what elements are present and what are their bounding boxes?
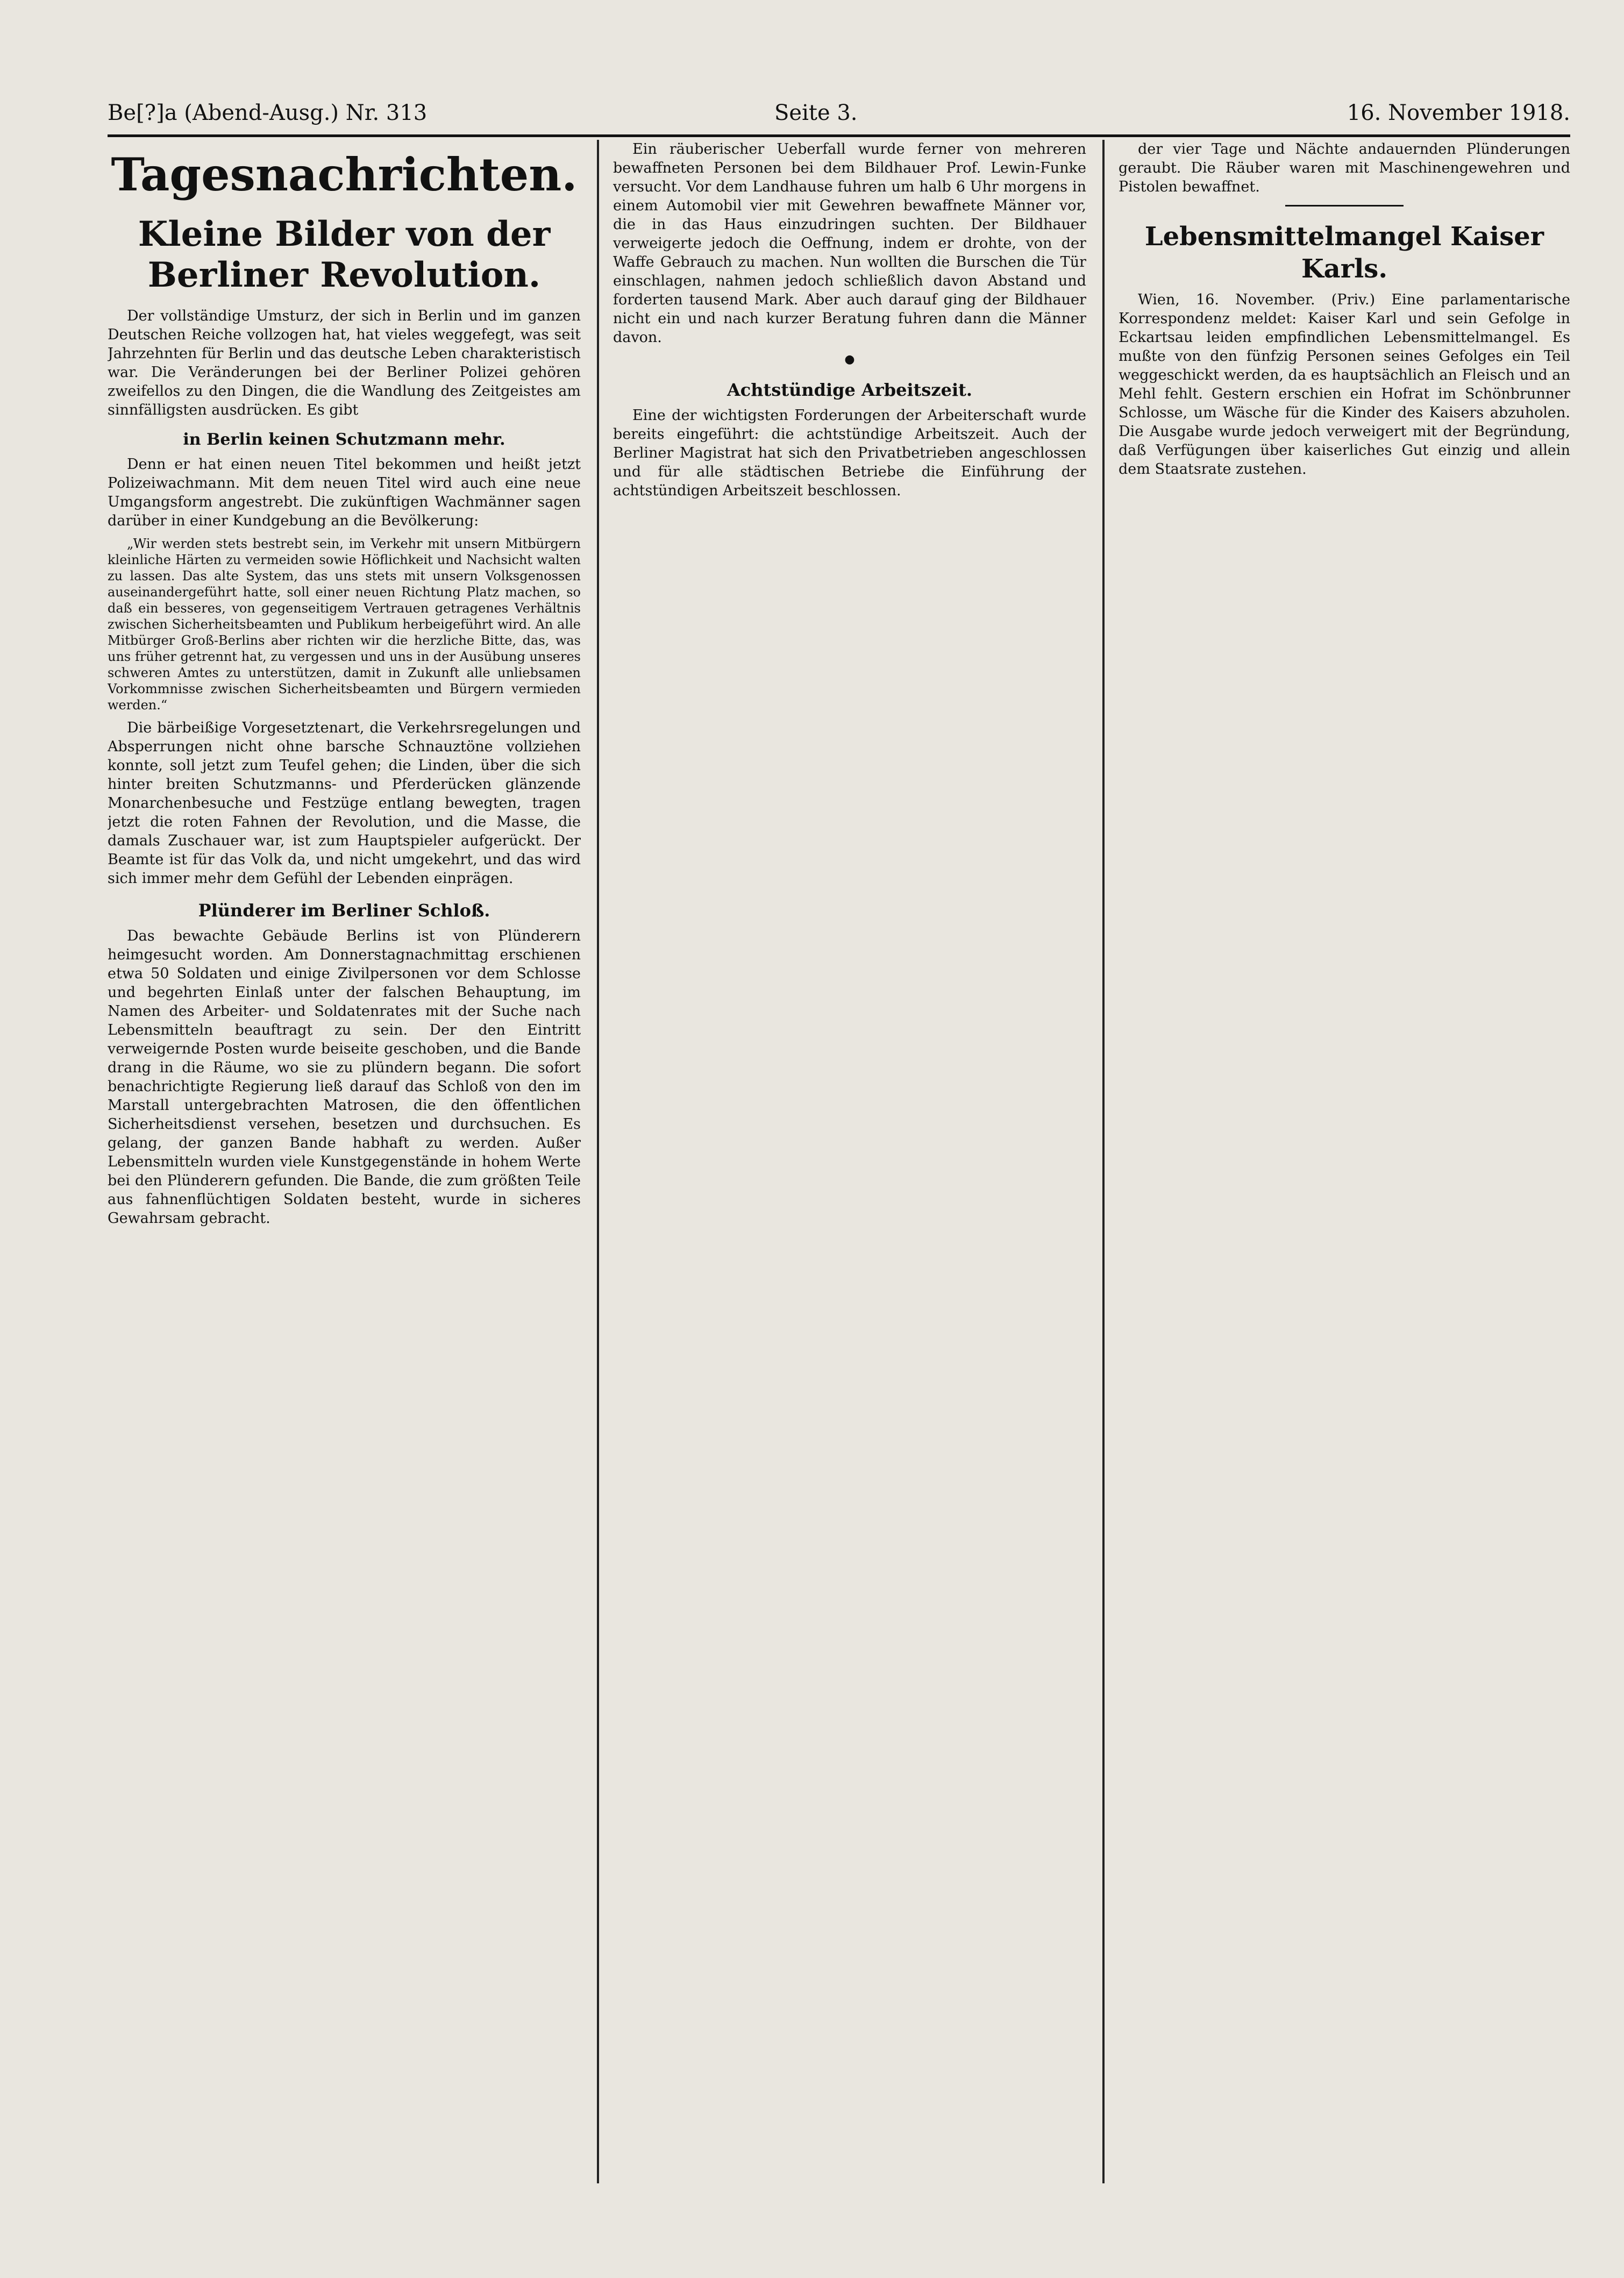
columns xyxy=(81,140,1570,2237)
separator-dot: ● xyxy=(844,353,855,366)
masthead-edition: Be[?]a (Abend-Ausg.) Nr. 313 xyxy=(108,101,428,125)
separator-rule xyxy=(1285,205,1404,207)
article-headline: Achtstündige Arbeitszeit. xyxy=(726,380,973,400)
issue-date: 16. November 1918. xyxy=(1347,101,1570,125)
running-head xyxy=(108,91,1570,137)
article-paragraph: Denn er hat einen neuen Titel bekommen und heißt jetzt Polizeiwachmann. Mit dem neuen Titel wird auch eine neue Umgangsform angestrebt. Die zukünftigen Wachmänner sagen darüber in einer Kundgebung an die Bevölkerung: xyxy=(108,456,581,529)
article-headline: Kleine Bilder von der Berliner Revolution. xyxy=(138,214,551,295)
article-quote: „Wir werden stets bestrebt sein, im Verkehr mit unsern Mitbürgern kleinliche Härten zu vermeiden sowie Höflichkeit und Nachsicht walten zu lassen. Das alte System, das uns stets mit unsern Volksgenossen auseinandergeführt hatte, soll einer neuen Richtung Platz machen, so daß ein besseres, von gegenseitigem Vertrauen getragenes Verhältnis zwischen Sicherheitsbeamten und Publikum herbeigeführt wird. An alle Mitbürger Groß-Berlins aber richten wir die herzliche Bitte, das, was uns früher getrennt hat, zu vergessen und uns in der Ausübung unseres schweren Amtes zu unterstützen, damit in Zukunft alle unliebsamen Vorkommnisse zwischen Sicherheitsbeamten und Bürgern vermieden werden.“ xyxy=(108,536,581,713)
article-headline: Plünderer im Berliner Schloß. xyxy=(198,900,490,921)
page-number: Seite 3. xyxy=(774,101,858,125)
article-paragraph: Das bewachte Gebäude Berlins ist von Plünderern heimgesucht worden. Am Donnerstagnachmittag erschienen etwa 50 Soldaten und einige Zivilpersonen vor dem Schlosse und begehrten Einlaß unter der falschen Behauptung, im Namen des Arbeiter- und Soldatenrates mit der Suche nach Lebensmitteln beauftragt zu sein. Der den Eintritt verweigernde Posten wurde beiseite geschoben, und die Bande drang in die Räume, wo sie zu plündern begann. Die sofort benachrichtigte Regierung ließ darauf das Schloß von den im Marstall untergebrachten Matrosen, die den öffentlichen Sicherheitsdienst versehen, besetzen und durchsuchen. Es gelang, der ganzen Bande habhaft zu werden. Außer Lebensmitteln wurden viele Kunstgegenstände in hohem Werte bei den Plünderern gefunden. Die Bande, die zum größten Teile aus fahnenflüchtigen Soldaten besteht, wurde in sicheres Gewahrsam gebracht. xyxy=(108,928,581,1227)
article-subheading: in Berlin keinen Schutzmann mehr. xyxy=(183,430,505,449)
column-1 xyxy=(108,140,581,2183)
article-paragraph: Eine der wichtigsten Forderungen der Arbeiterschaft wurde bereits eingeführt: die achtstündige Arbeitszeit. Auch der Berliner Magistrat hat sich den Privatbetrieben angeschlossen und für alle städtischen Betriebe die Einführung der achtstündigen Arbeitszeit beschlossen. xyxy=(613,407,1086,499)
section-title: Tagesnachrichten. xyxy=(111,148,578,201)
column-rule xyxy=(597,140,599,2183)
article-paragraph: der vier Tage und Nächte andauernden Plünderungen geraubt. Die Räuber waren mit Maschinengewehren und Pistolen bewaffnet. xyxy=(1119,141,1570,195)
article-paragraph: Die bärbeißige Vorgesetztenart, die Verkehrsregelungen und Absperrungen nicht ohne barsche Schnauztöne vollziehen konnte, soll jetzt zum Teufel gehen; die Linden, über die sich hinter breiten Schutzmanns- und Pferderücken glänzende Monarchenbesuche und Festzüge entlang bewegten, tragen jetzt die roten Fahnen der Revolution, und die Masse, die damals Zuschauer war, ist zum Hauptspieler aufgerückt. Der Beamte ist für das Volk da, und nicht umgekehrt, und das wird sich immer mehr dem Gefühl der Lebenden einprägen. xyxy=(108,720,581,887)
column-rule xyxy=(1102,140,1105,2183)
article-paragraph: Der vollständige Umsturz, der sich in Berlin und im ganzen Deutschen Reiche vollzogen hat, hat vieles weggefegt, was seit Jahrzehnten für Berlin und das deutsche Leben charakteristisch war. Die Veränderungen bei der Berliner Polizei gehören zweifellos zu den Dingen, die die Wandlung des Zeitgeistes am sinnfälligsten ausdrücken. Es gibt xyxy=(108,308,581,418)
article-paragraph: Ein räuberischer Ueberfall wurde ferner von mehreren bewaffneten Personen bei dem Bildhauer Prof. Lewin-Funke versucht. Vor dem Landhause fuhren um halb 6 Uhr morgens in einem Automobil vier mit Gewehren bewaffnete Männer vor, die in das Haus einzudringen suchten. Der Bildhauer verweigerte jedoch die Oeffnung, indem er drohte, von der Waffe Gebrauch zu machen. Nun wollten die Burschen die Tür einschlagen, nahmen jedoch schließlich davon Abstand und forderten tausend Mark. Aber auch darauf ging der Bildhauer nicht ein und nach kurzer Beratung fuhren dann die Männer davon. xyxy=(613,141,1086,346)
column-2 xyxy=(613,140,1086,2183)
article-headline: Lebensmittelmangel Kaiser Karls. xyxy=(1144,222,1544,284)
article-paragraph: Wien, 16. November. (Priv.) Eine parlamentarische Korrespondenz meldet: Kaiser Karl und sein Gefolge in Eckartsau leiden empfindlichen Lebensmittelmangel. Es mußte von den fünfzig Personen seines Gefolges ein Teil weggeschickt werden, da es hauptsächlich an Fleisch und an Mehl fehlt. Gestern erschien ein Hofrat im Schönbrunner Schlosse, um Wäsche für die Kinder des Kaisers abzuholen. Die Ausgabe wurde jedoch verweigert mit der Begründung, daß Verfügungen über kaiserliches Gut einzig und allein dem Staatsrate zustehen. xyxy=(1119,291,1570,478)
newspaper-page xyxy=(81,70,1570,2232)
column-3 xyxy=(1119,140,1570,2183)
